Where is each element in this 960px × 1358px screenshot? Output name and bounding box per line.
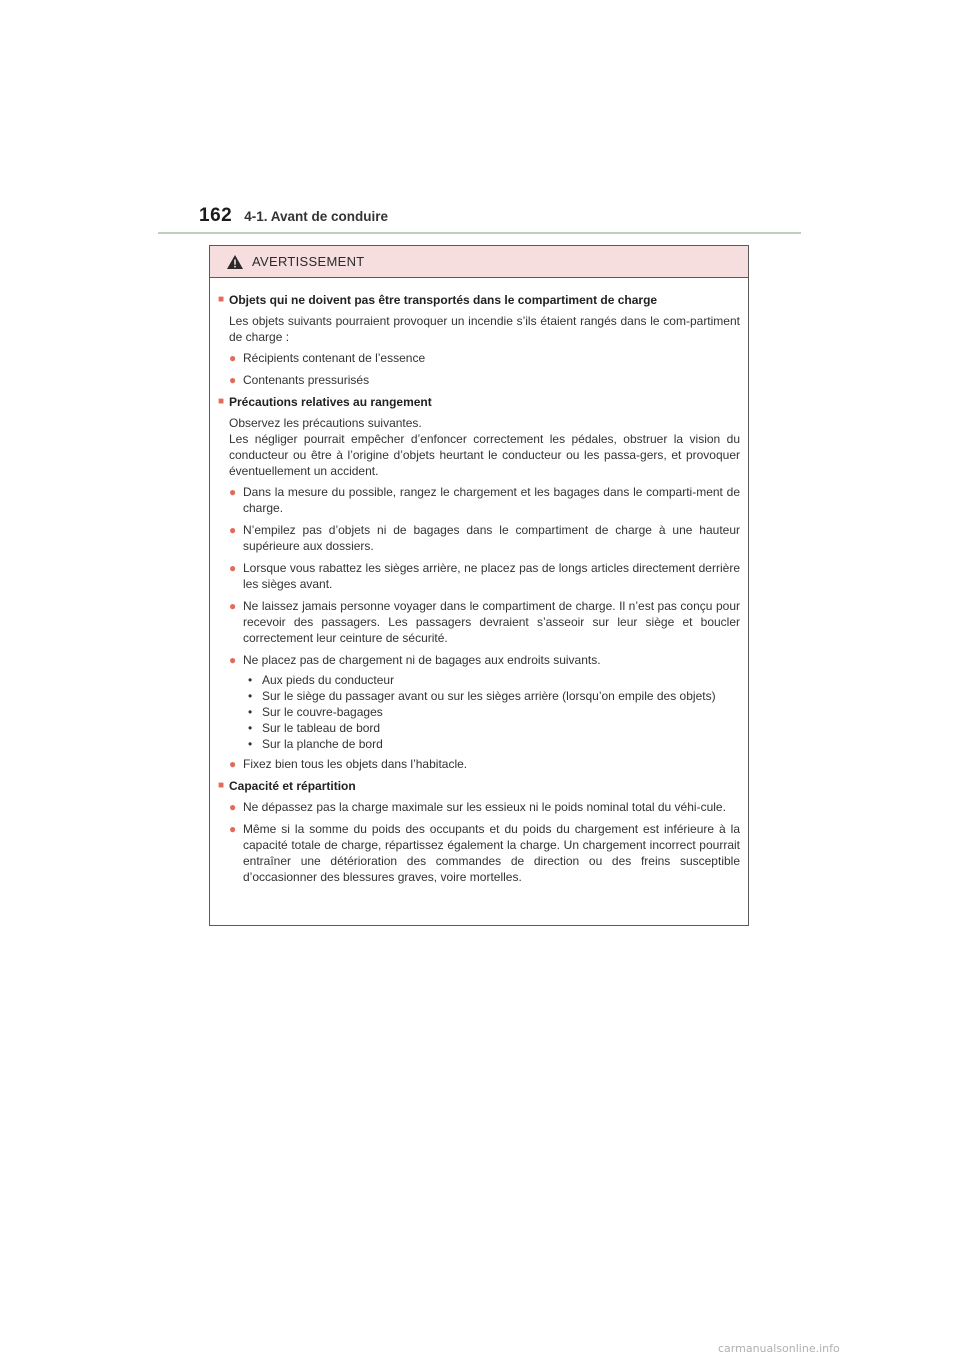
circle-bullet-icon: ● — [229, 800, 237, 814]
warning-label: AVERTISSEMENT — [252, 254, 365, 269]
sub-list-item: • Sur la planche de bord — [248, 737, 383, 751]
list-item: ● Même si la somme du poids des occupants et du poids du chargement est inférieure à la capacité totale de charge, répartissez également la charge. Un chargement incorrect pourrait entraîner une détérioration des commandes de direction ou des freins susceptible d’occasionner des blessures graves, voire mortelles. — [229, 822, 740, 884]
list-item: ● Ne dépassez pas la charge maximale sur les essieux ni le poids nominal total du véhi-cule. — [229, 800, 726, 814]
paragraph: Les objets suivants pourraient provoquer un incendie s’ils étaient rangés dans le com-partiment de charge : — [229, 314, 740, 344]
circle-bullet-icon: ● — [229, 373, 237, 387]
square-bullet-icon: ■ — [218, 780, 225, 791]
circle-bullet-icon: ● — [229, 822, 237, 836]
list-item: ● Dans la mesure du possible, rangez le chargement et les bagages dans le comparti-ment de charge. — [229, 485, 740, 515]
page-number: 162 — [199, 205, 233, 226]
paragraph: Les négliger pourrait empêcher d’enfoncer correctement les pédales, obstruer la vision du conducteur ou être à l’origine d’objets heurtant le conducteur ou les passa-gers, et provoquer éventuellement un accident. — [229, 432, 740, 478]
list-item: ● Lorsque vous rabattez les sièges arrière, ne placez pas de longs articles directement derrière les sièges avant. — [229, 561, 740, 591]
circle-bullet-icon: ● — [229, 351, 237, 365]
circle-bullet-icon: ● — [229, 599, 237, 613]
warning-box — [209, 245, 749, 926]
sub-list-item: • Aux pieds du conducteur — [248, 673, 395, 687]
circle-bullet-icon: ● — [229, 523, 237, 537]
circle-bullet-icon: ● — [229, 485, 237, 499]
warning-content — [210, 278, 748, 891]
warning-header — [210, 246, 748, 278]
paragraph: Observez les précautions suivantes. — [229, 416, 422, 430]
sub-list-item: • Sur le couvre-bagages — [248, 705, 383, 719]
warning-triangle-icon — [226, 254, 244, 270]
list-item: ● Récipients contenant de l’essence — [229, 351, 426, 365]
page-header — [199, 205, 388, 227]
circle-bullet-icon: ● — [229, 653, 237, 667]
section-heading: ■ Précautions relatives au rangement — [218, 395, 432, 409]
list-item: ● Contenants pressurisés — [229, 373, 370, 387]
sub-list-item: • Sur le siège du passager avant ou sur les sièges arrière (lorsqu’on empile des objets) — [248, 689, 716, 703]
watermark: carmanualsonline.info — [718, 1342, 840, 1355]
square-bullet-icon: ■ — [218, 294, 225, 305]
list-item: ● Fixez bien tous les objets dans l’habitacle. — [229, 757, 468, 771]
header-divider — [158, 232, 801, 234]
section-heading: ■ Capacité et répartition — [218, 779, 356, 793]
list-item: ● Ne laissez jamais personne voyager dans le compartiment de charge. Il n’est pas conçu pour recevoir des passagers. Les passagers devraient s’asseoir sur leur siège et boucler correctement leur ceinture de sécurité. — [229, 599, 740, 645]
list-item: ● Ne placez pas de chargement ni de bagages aux endroits suivants. — [229, 653, 601, 667]
square-bullet-icon: ■ — [218, 396, 225, 407]
section-heading: ■ Objets qui ne doivent pas être transportés dans le compartiment de charge — [218, 293, 658, 307]
circle-bullet-icon: ● — [229, 561, 237, 575]
list-item: ● N’empilez pas d’objets ni de bagages dans le compartiment de charge à une hauteur supérieure aux dossiers. — [229, 523, 740, 553]
sub-list-item: • Sur le tableau de bord — [248, 721, 381, 735]
sub-list — [218, 672, 740, 752]
section-title: 4-1. Avant de conduire — [244, 209, 388, 224]
circle-bullet-icon: ● — [229, 757, 237, 771]
